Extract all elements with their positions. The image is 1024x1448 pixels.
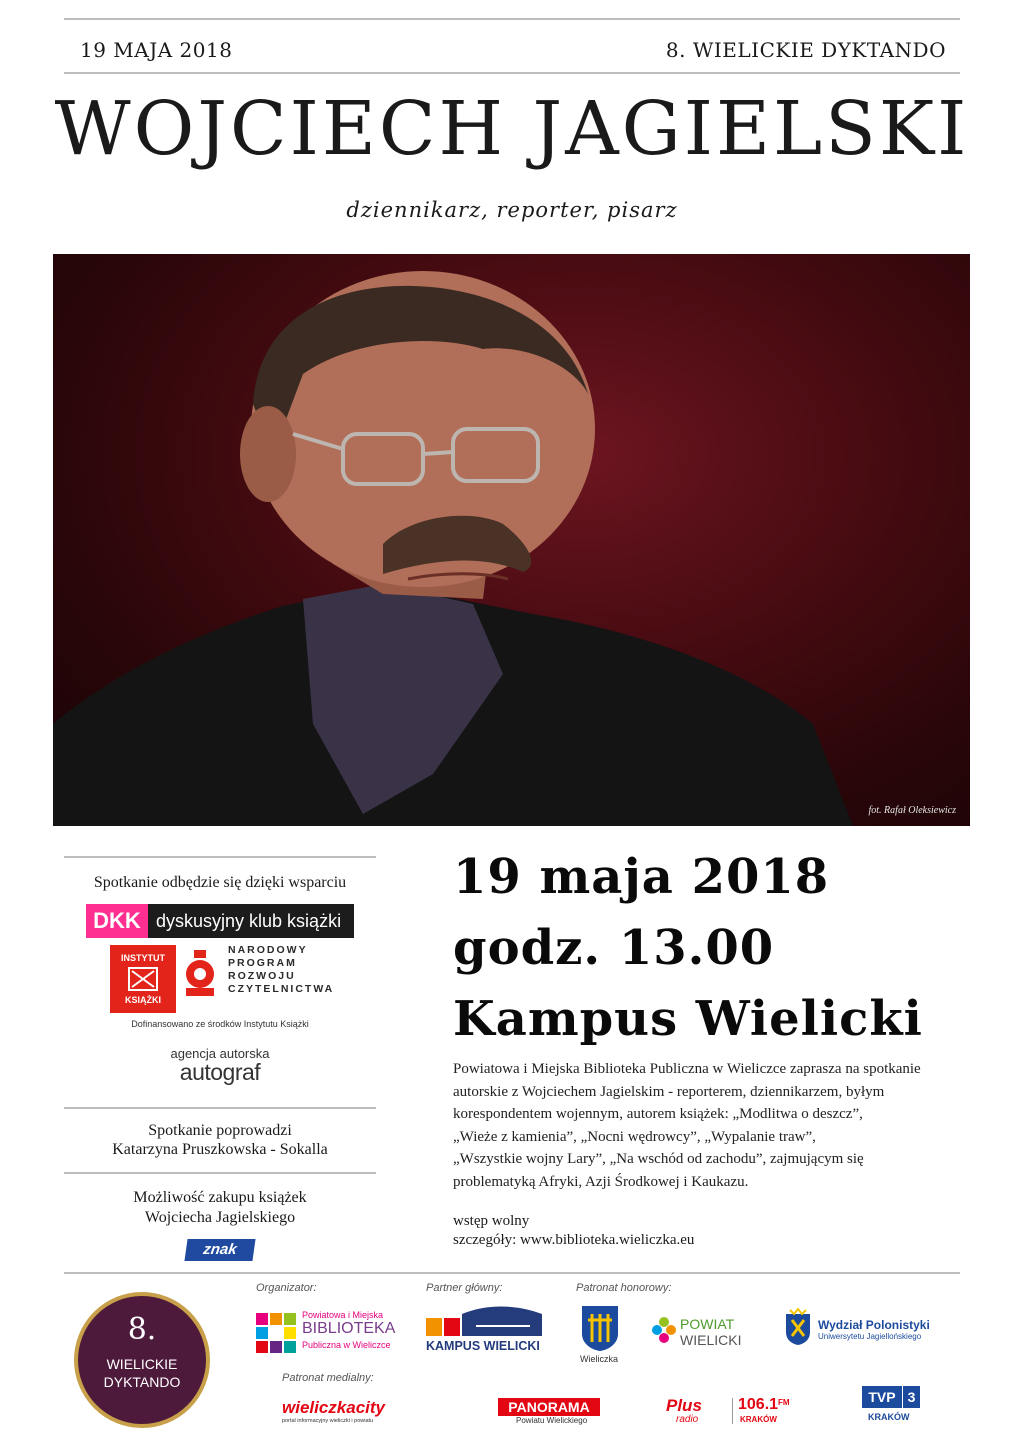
uj-crest-icon [784, 1308, 812, 1346]
radio-plus-frequency: 106.1 [738, 1396, 779, 1413]
ik-line2: KSIĄŻKI [125, 995, 161, 1005]
kampus-wielicki-logo [426, 1306, 548, 1356]
entry-note: wstęp wolny [453, 1213, 530, 1229]
host-label: Spotkanie poprowadzi [148, 1122, 292, 1139]
event-time: godz. 13.00 [453, 920, 775, 976]
nprc-line: CZYTELNICTWA [228, 983, 335, 995]
library-logo-line1: Powiatowa i Miejska [302, 1310, 384, 1320]
powiat-logo-line1: POWIAT [680, 1316, 735, 1332]
event-venue: Kampus Wielicki [453, 991, 923, 1047]
dyktando-badge [74, 1292, 210, 1428]
library-mark-icon [256, 1313, 296, 1353]
kampus-mark-icon [426, 1306, 544, 1336]
header-rule [64, 72, 960, 74]
polonistyki-logo-line2: Uniwersytetu Jagiellońskiego [818, 1332, 922, 1341]
description-line: „Wszystkie wojny Lary”, „Na wschód od zachodu”, zajmującym się [453, 1151, 864, 1167]
panorama-tagline: Powiatu Wielickiego [516, 1416, 588, 1425]
wieliczka-crest-icon [580, 1304, 620, 1352]
event-date: 19 maja 2018 [453, 849, 830, 905]
funding-note: Dofinansowano ze środków Instytutu Książki [131, 1019, 309, 1029]
radio-plus-wordmark: Plus [666, 1396, 702, 1415]
dkk-name: dyskusyjny klub książki [156, 911, 342, 931]
tvp-city: KRAKÓW [868, 1412, 910, 1422]
library-logo-line2: BIBLIOTEKA [302, 1320, 396, 1337]
nprc-program-name [228, 944, 334, 996]
description-line: korespondentem wojennym, autorem książek: „Modlitwa o deszcz”, [453, 1106, 863, 1122]
tvp3-logo [862, 1386, 920, 1426]
panorama-wordmark: PANORAMA [498, 1398, 600, 1416]
partner-label: Partner główny: [426, 1282, 503, 1294]
powiat-wielicki-logo [652, 1316, 762, 1352]
host-name: Katarzyna Pruszkowska - Sokalla [112, 1141, 328, 1158]
ik-line1: INSTYTUT [121, 953, 165, 963]
dkk-logo [86, 904, 354, 938]
description-line: autorskie z Wojciechem Jagielskim - reporterem, dziennikarzem, byłym [453, 1083, 885, 1100]
kampus-logo-text: KAMPUS WIELICKI [426, 1339, 540, 1353]
honorary-label: Patronat honorowy: [576, 1282, 672, 1294]
headline-author-name: WOJCIECH JAGIELSKI [54, 86, 970, 172]
instytut-ksiazki-logo [110, 945, 176, 1013]
library-logo-line3: Publiczna w Wieliczce [302, 1340, 391, 1350]
description-line: „Wieże z kamienia”, „Nocni wędrowcy”, „Wypalanie traw”, [453, 1128, 816, 1145]
polonistyki-logo-line1: Wydział Polonistyki [818, 1318, 930, 1332]
author-portrait-illustration [53, 254, 970, 826]
details-link[interactable]: szczegóły: www.biblioteka.wieliczka.eu [453, 1232, 695, 1248]
description-line: problematyką Afryki, Azji Środkowej i Kaukazu. [453, 1173, 749, 1190]
nprc-line: NARODOWY [228, 944, 308, 956]
purchase-note-author: Wojciecha Jagielskiego [144, 1209, 296, 1226]
radio-plus-logo [666, 1396, 796, 1428]
polonistyki-logo [784, 1308, 964, 1352]
subtitle-roles: dziennikarz, reporter, pisarz [346, 198, 678, 222]
header-date: 19 MAJA 2018 [80, 38, 233, 62]
left-rule-1 [64, 856, 376, 858]
powiat-flower-icon [652, 1316, 676, 1346]
wieliczkacity-logo [282, 1398, 428, 1428]
radio-plus-city: KRAKÓW [740, 1415, 777, 1424]
header-event-name: 8. WIELICKIE DYKTANDO [665, 38, 946, 62]
description-line: Powiatowa i Miejska Biblioteka Publiczna w Wieliczce zaprasza na spotkanie [453, 1061, 921, 1077]
wieliczka-crest-logo [576, 1304, 628, 1368]
tvp-channel-number: 3 [902, 1386, 920, 1408]
dkk-mark: DKK [86, 904, 148, 938]
author-photo [53, 254, 970, 826]
autograf-agency-label: agencja autorska [170, 1046, 270, 1061]
photo-credit: fot. Rafał Oleksiewicz [868, 805, 956, 816]
support-heading: Spotkanie odbędzie się dzięki wsparciu [93, 874, 347, 891]
footer-rule [64, 1272, 960, 1274]
top-rule [64, 18, 960, 20]
znak-publisher-logo: znak [184, 1239, 255, 1261]
locomotive-icon [182, 950, 218, 998]
wieliczka-crest-label: Wieliczka [580, 1354, 619, 1364]
organizer-label: Organizator: [256, 1282, 317, 1294]
nprc-line: ROZWOJU [228, 970, 296, 982]
ear [240, 406, 296, 502]
panorama-logo [498, 1398, 600, 1426]
badge-number: 8. [127, 1312, 157, 1347]
tvp-wordmark: TVP [862, 1386, 902, 1408]
ik-book-icon [128, 967, 158, 991]
powiat-logo-line2: WIELICKI [680, 1332, 742, 1348]
nprc-line: PROGRAM [228, 957, 297, 969]
left-rule-2 [64, 1107, 376, 1109]
media-label: Patronat medialny: [282, 1372, 374, 1384]
wieliczkacity-wordmark: wieliczkacity [282, 1398, 386, 1417]
library-logo [256, 1310, 406, 1356]
autograf-logo: autograf [179, 1059, 261, 1085]
purchase-note: Możliwość zakupu książek [133, 1189, 307, 1206]
radio-plus-fm: FM [778, 1398, 790, 1407]
badge-line2: DYKTANDO [103, 1374, 181, 1390]
badge-line1: WIELICKIE [106, 1356, 178, 1372]
left-rule-3 [64, 1172, 376, 1174]
radio-plus-divider [732, 1398, 733, 1424]
radio-plus-sub: radio [676, 1414, 699, 1425]
event-description [453, 1058, 973, 1193]
wieliczkacity-tagline: portal informacyjny wieliczki i powiatu [282, 1418, 374, 1424]
